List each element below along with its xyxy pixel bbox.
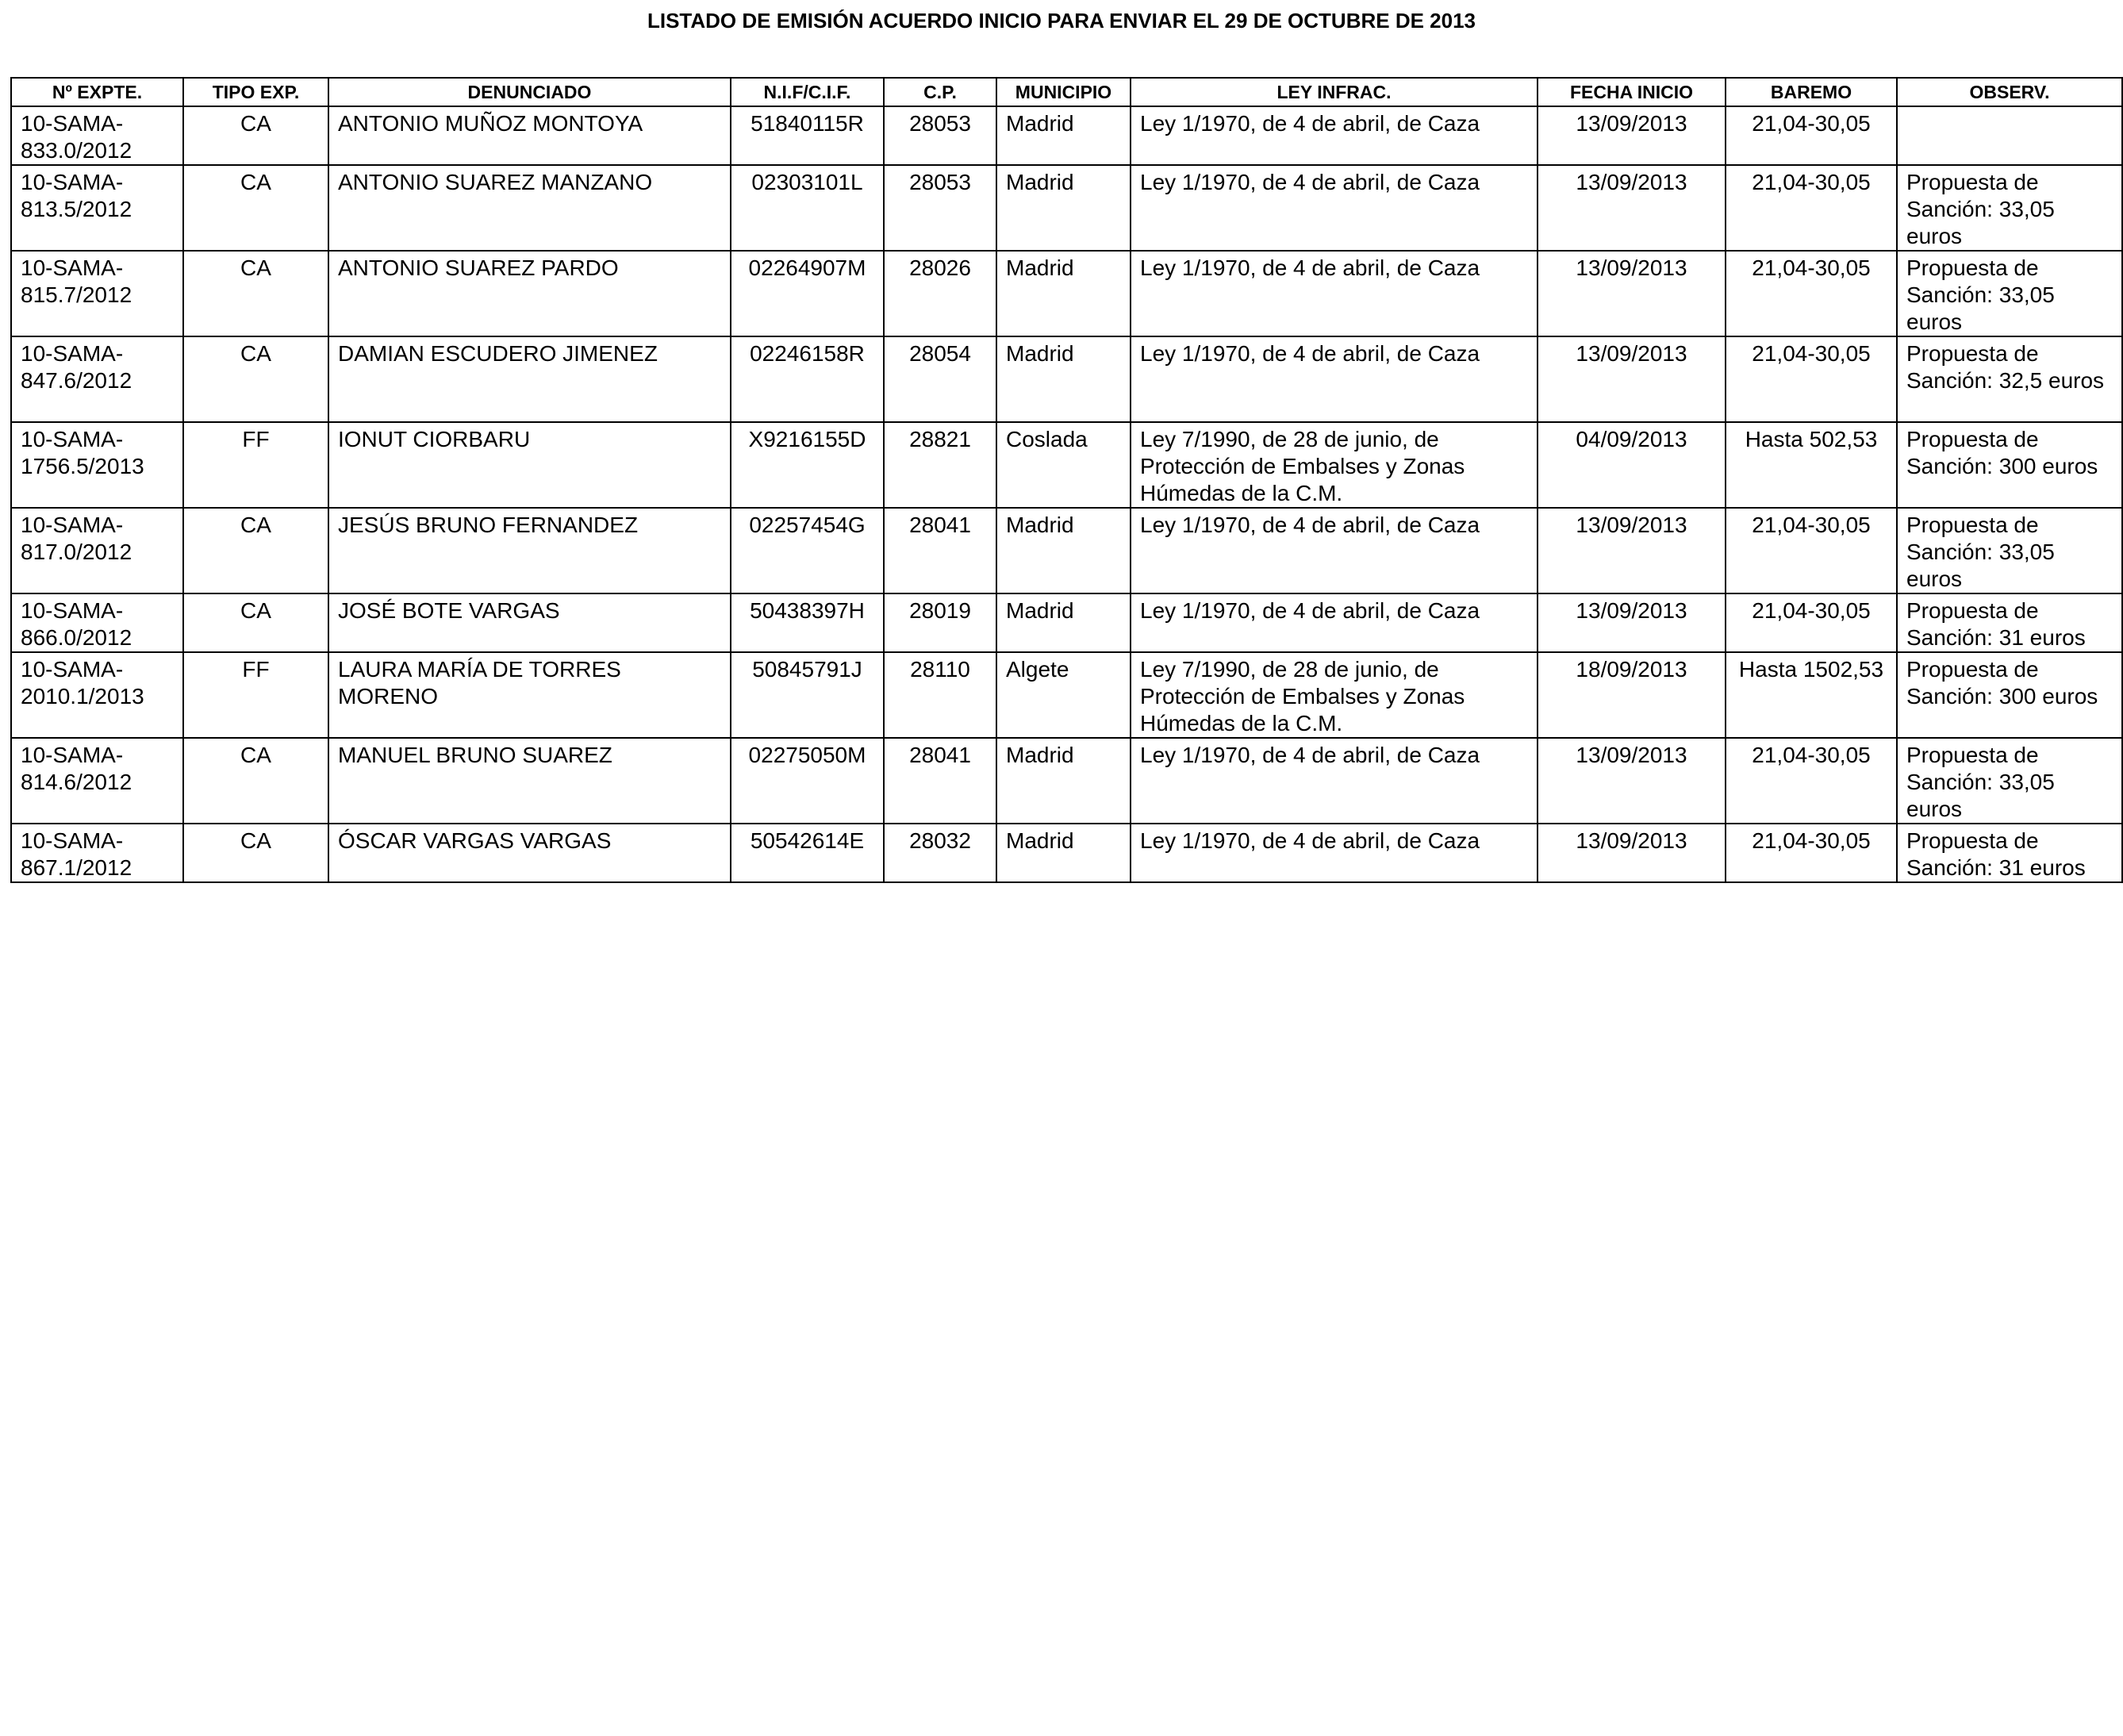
cell-tipo: CA (183, 336, 328, 422)
cell-cp: 28053 (884, 165, 996, 251)
header-cp: C.P. (884, 78, 996, 106)
cell-tipo: CA (183, 508, 328, 593)
cell-fecha: 13/09/2013 (1538, 593, 1726, 652)
header-fecha: FECHA INICIO (1538, 78, 1726, 106)
table-header-row (11, 78, 2122, 106)
cell-fecha: 13/09/2013 (1538, 508, 1726, 593)
header-municipio: MUNICIPIO (996, 78, 1131, 106)
cell-municipio: Algete (996, 652, 1131, 738)
document-title: LISTADO DE EMISIÓN ACUERDO INICIO PARA ENVIAR EL 29 DE OCTUBRE DE 2013 (647, 9, 1476, 33)
cell-denunciado: ÓSCAR VARGAS VARGAS (328, 824, 731, 882)
cell-denunciado: DAMIAN ESCUDERO JIMENEZ (328, 336, 731, 422)
cell-fecha: 13/09/2013 (1538, 251, 1726, 336)
cell-observ: Propuesta de Sanción: 31 euros (1897, 593, 2122, 652)
cell-ley: Ley 1/1970, de 4 de abril, de Caza (1131, 251, 1538, 336)
cell-expte: 10-SAMA-1756.5/2013 (11, 422, 183, 508)
cell-cp: 28041 (884, 508, 996, 593)
cell-baremo: 21,04-30,05 (1726, 738, 1897, 824)
cell-ley: Ley 1/1970, de 4 de abril, de Caza (1131, 738, 1538, 824)
cell-denunciado: LAURA MARÍA DE TORRES MORENO (328, 652, 731, 738)
cell-ley: Ley 1/1970, de 4 de abril, de Caza (1131, 336, 1538, 422)
cell-fecha: 13/09/2013 (1538, 738, 1726, 824)
cell-municipio: Madrid (996, 824, 1131, 882)
cell-baremo: 21,04-30,05 (1726, 508, 1897, 593)
cell-municipio: Madrid (996, 251, 1131, 336)
cell-ley: Ley 7/1990, de 28 de junio, de Protección de Embalses y Zonas Húmedas de la C.M. (1131, 422, 1538, 508)
header-observ: OBSERV. (1897, 78, 2122, 106)
cell-baremo: 21,04-30,05 (1726, 593, 1897, 652)
cell-expte: 10-SAMA-866.0/2012 (11, 593, 183, 652)
cell-denunciado: MANUEL BRUNO SUAREZ (328, 738, 731, 824)
cell-expte: 10-SAMA-813.5/2012 (11, 165, 183, 251)
cell-expte: 10-SAMA-817.0/2012 (11, 508, 183, 593)
table-row (11, 508, 2122, 593)
cell-baremo: Hasta 502,53 (1726, 422, 1897, 508)
cell-tipo: FF (183, 422, 328, 508)
cell-municipio: Madrid (996, 336, 1131, 422)
cell-expte: 10-SAMA-833.0/2012 (11, 106, 183, 165)
cell-nif: 50845791J (731, 652, 884, 738)
cell-nif: 02246158R (731, 336, 884, 422)
cell-nif: 50438397H (731, 593, 884, 652)
cell-cp: 28026 (884, 251, 996, 336)
cell-baremo: 21,04-30,05 (1726, 106, 1897, 165)
cell-observ: Propuesta de Sanción: 300 euros (1897, 422, 2122, 508)
table-row (11, 165, 2122, 251)
cell-tipo: CA (183, 251, 328, 336)
table-row (11, 824, 2122, 882)
cell-nif: 02257454G (731, 508, 884, 593)
cell-nif: 02275050M (731, 738, 884, 824)
table-row (11, 593, 2122, 652)
cell-observ: Propuesta de Sanción: 33,05 euros (1897, 251, 2122, 336)
cell-cp: 28821 (884, 422, 996, 508)
cell-denunciado: ANTONIO SUAREZ MANZANO (328, 165, 731, 251)
cell-expte: 10-SAMA-847.6/2012 (11, 336, 183, 422)
cell-denunciado: JOSÉ BOTE VARGAS (328, 593, 731, 652)
cell-observ: Propuesta de Sanción: 33,05 euros (1897, 165, 2122, 251)
header-expte: Nº EXPTE. (11, 78, 183, 106)
cell-cp: 28053 (884, 106, 996, 165)
cell-expte: 10-SAMA-2010.1/2013 (11, 652, 183, 738)
cell-tipo: CA (183, 106, 328, 165)
header-baremo: BAREMO (1726, 78, 1897, 106)
cell-cp: 28041 (884, 738, 996, 824)
cell-nif: 51840115R (731, 106, 884, 165)
cell-ley: Ley 1/1970, de 4 de abril, de Caza (1131, 165, 1538, 251)
cell-denunciado: JESÚS BRUNO FERNANDEZ (328, 508, 731, 593)
cell-cp: 28054 (884, 336, 996, 422)
cell-expte: 10-SAMA-815.7/2012 (11, 251, 183, 336)
cell-denunciado: IONUT CIORBARU (328, 422, 731, 508)
cell-cp: 28032 (884, 824, 996, 882)
cell-observ: Propuesta de Sanción: 32,5 euros (1897, 336, 2122, 422)
cell-municipio: Madrid (996, 593, 1131, 652)
cell-baremo: 21,04-30,05 (1726, 251, 1897, 336)
cell-baremo: 21,04-30,05 (1726, 165, 1897, 251)
cell-nif: X9216155D (731, 422, 884, 508)
cell-fecha: 13/09/2013 (1538, 824, 1726, 882)
cell-nif: 50542614E (731, 824, 884, 882)
cell-observ: Propuesta de Sanción: 300 euros (1897, 652, 2122, 738)
table-row (11, 251, 2122, 336)
cell-fecha: 13/09/2013 (1538, 336, 1726, 422)
cell-municipio: Madrid (996, 165, 1131, 251)
cell-baremo: Hasta 1502,53 (1726, 652, 1897, 738)
cell-denunciado: ANTONIO MUÑOZ MONTOYA (328, 106, 731, 165)
header-nif: N.I.F/C.I.F. (731, 78, 884, 106)
cell-tipo: CA (183, 593, 328, 652)
cell-fecha: 13/09/2013 (1538, 165, 1726, 251)
cell-baremo: 21,04-30,05 (1726, 336, 1897, 422)
cell-fecha: 18/09/2013 (1538, 652, 1726, 738)
cell-cp: 28019 (884, 593, 996, 652)
cell-observ (1897, 106, 2122, 165)
cell-municipio: Coslada (996, 422, 1131, 508)
table-row (11, 738, 2122, 824)
cell-tipo: CA (183, 165, 328, 251)
cell-fecha: 13/09/2013 (1538, 106, 1726, 165)
cell-denunciado: ANTONIO SUAREZ PARDO (328, 251, 731, 336)
header-denunciado: DENUNCIADO (328, 78, 731, 106)
cell-municipio: Madrid (996, 738, 1131, 824)
cell-observ: Propuesta de Sanción: 31 euros (1897, 824, 2122, 882)
cell-nif: 02303101L (731, 165, 884, 251)
table-row (11, 652, 2122, 738)
cell-tipo: CA (183, 738, 328, 824)
header-tipo: TIPO EXP. (183, 78, 328, 106)
cell-municipio: Madrid (996, 508, 1131, 593)
cell-ley: Ley 7/1990, de 28 de junio, de Protección de Embalses y Zonas Húmedas de la C.M. (1131, 652, 1538, 738)
cell-ley: Ley 1/1970, de 4 de abril, de Caza (1131, 824, 1538, 882)
expedientes-table (10, 77, 2123, 883)
cell-ley: Ley 1/1970, de 4 de abril, de Caza (1131, 106, 1538, 165)
cell-nif: 02264907M (731, 251, 884, 336)
cell-municipio: Madrid (996, 106, 1131, 165)
table-row (11, 336, 2122, 422)
cell-tipo: FF (183, 652, 328, 738)
cell-expte: 10-SAMA-867.1/2012 (11, 824, 183, 882)
cell-expte: 10-SAMA-814.6/2012 (11, 738, 183, 824)
header-ley: LEY INFRAC. (1131, 78, 1538, 106)
cell-ley: Ley 1/1970, de 4 de abril, de Caza (1131, 593, 1538, 652)
table-row (11, 422, 2122, 508)
cell-observ: Propuesta de Sanción: 33,05 euros (1897, 508, 2122, 593)
table-row (11, 106, 2122, 165)
cell-observ: Propuesta de Sanción: 33,05 euros (1897, 738, 2122, 824)
cell-tipo: CA (183, 824, 328, 882)
cell-cp: 28110 (884, 652, 996, 738)
cell-fecha: 04/09/2013 (1538, 422, 1726, 508)
cell-ley: Ley 1/1970, de 4 de abril, de Caza (1131, 508, 1538, 593)
cell-baremo: 21,04-30,05 (1726, 824, 1897, 882)
